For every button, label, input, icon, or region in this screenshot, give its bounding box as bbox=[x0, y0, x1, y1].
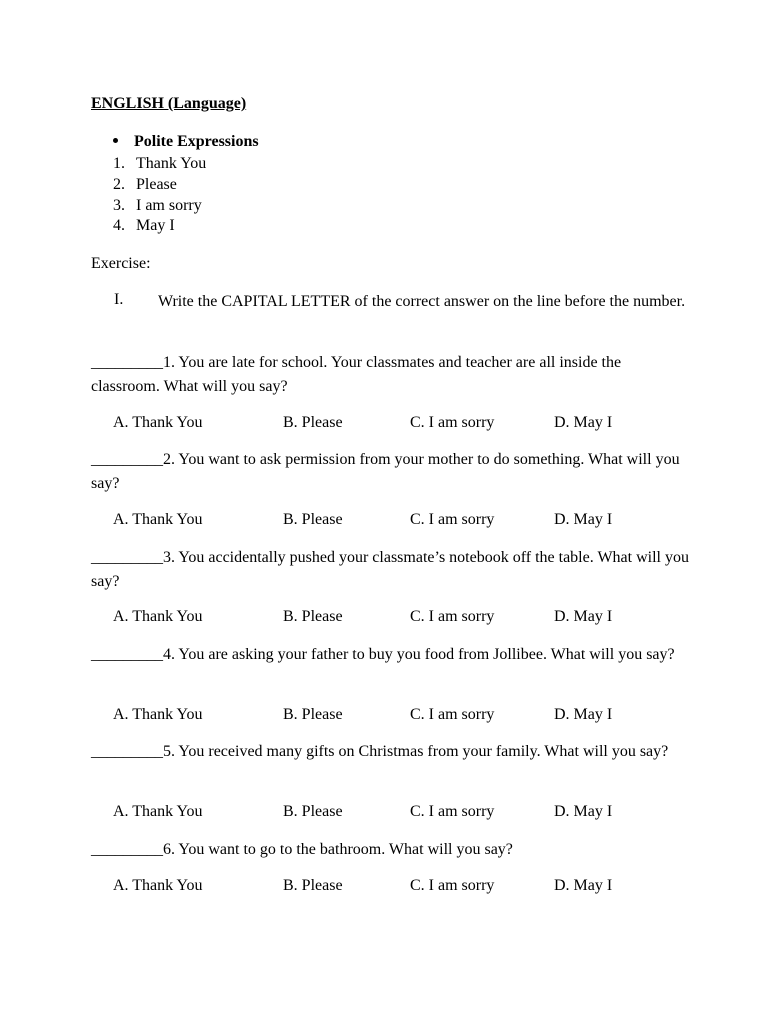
option-b: B. Please bbox=[283, 803, 343, 820]
option-b: B. Please bbox=[283, 608, 343, 625]
instruction-text: Write the CAPITAL LETTER of the correct answer on the line before the number. bbox=[158, 293, 686, 310]
option-a: A. Thank You bbox=[113, 877, 203, 894]
expression-text: Thank You bbox=[136, 155, 207, 172]
option-b: B. Please bbox=[283, 414, 343, 431]
expression-item bbox=[113, 196, 202, 216]
expression-number: 4. bbox=[113, 217, 125, 234]
option-c: C. I am sorry bbox=[410, 414, 495, 431]
expression-number: 1. bbox=[113, 155, 125, 172]
page-title: ENGLISH (Language) bbox=[91, 95, 247, 112]
option-a: A. Thank You bbox=[113, 706, 203, 723]
option-d: D. May I bbox=[554, 608, 613, 625]
expression-number: 2. bbox=[113, 176, 125, 193]
option-c: C. I am sorry bbox=[410, 706, 495, 723]
option-a: A. Thank You bbox=[113, 414, 203, 431]
expression-text: Please bbox=[136, 176, 177, 193]
option-c: C. I am sorry bbox=[410, 877, 495, 894]
option-b: B. Please bbox=[283, 877, 343, 894]
question-4: _________4. You are asking your father to buy you food from Jollibee. What will you say? bbox=[91, 646, 675, 663]
option-a: A. Thank You bbox=[113, 608, 203, 625]
question-3: _________3. You accidentally pushed your classmate’s notebook off the table. What will you say? bbox=[91, 549, 689, 590]
option-c: C. I am sorry bbox=[410, 608, 495, 625]
option-b: B. Please bbox=[283, 706, 343, 723]
option-d: D. May I bbox=[554, 803, 613, 820]
option-d: D. May I bbox=[554, 706, 613, 723]
question-6: _________6. You want to go to the bathroom. What will you say? bbox=[91, 841, 513, 858]
expression-item bbox=[113, 216, 175, 236]
option-a: A. Thank You bbox=[113, 803, 203, 820]
option-b: B. Please bbox=[283, 511, 343, 528]
option-c: C. I am sorry bbox=[410, 803, 495, 820]
question-1: _________1. You are late for school. Your classmates and teacher are all inside the classroom. What will you say? bbox=[91, 354, 622, 395]
option-d: D. May I bbox=[554, 877, 613, 894]
instruction-number: I. bbox=[114, 291, 124, 308]
expression-item bbox=[113, 154, 206, 174]
option-a: A. Thank You bbox=[113, 511, 203, 528]
expression-text: I am sorry bbox=[136, 197, 202, 214]
expression-text: May I bbox=[136, 217, 175, 234]
exercise-label: Exercise: bbox=[91, 255, 151, 272]
topic-bullet bbox=[113, 132, 259, 152]
bullet-icon bbox=[113, 138, 118, 143]
option-d: D. May I bbox=[554, 414, 613, 431]
expression-item bbox=[113, 175, 177, 195]
expression-number: 3. bbox=[113, 197, 125, 214]
option-d: D. May I bbox=[554, 511, 613, 528]
question-2: _________2. You want to ask permission from your mother to do something. What will you say? bbox=[91, 451, 680, 492]
option-c: C. I am sorry bbox=[410, 511, 495, 528]
topic-heading: Polite Expressions bbox=[134, 133, 259, 150]
question-5: _________5. You received many gifts on Christmas from your family. What will you say? bbox=[91, 743, 669, 760]
